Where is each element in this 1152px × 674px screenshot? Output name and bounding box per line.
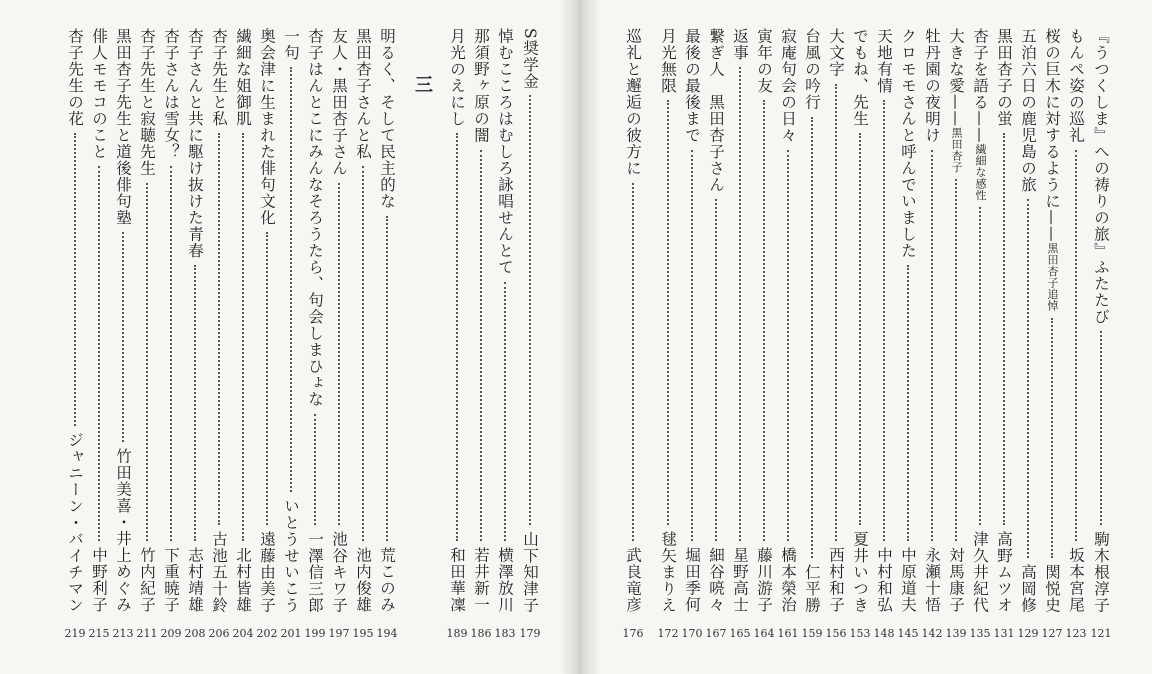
toc-entry	[993, 28, 1015, 613]
entry-author: 対馬康子	[947, 547, 965, 613]
entry-title: 牡丹園の夜明け	[923, 28, 941, 144]
entry-author: 夏井いつき	[851, 530, 869, 613]
entry-title	[945, 28, 967, 173]
entry-title: 繊細な姐御肌	[234, 28, 252, 127]
leader-dots	[386, 216, 388, 542]
toc-entry	[470, 28, 492, 613]
toc-entry	[753, 28, 775, 613]
entry-author: 藤川游子	[755, 547, 773, 613]
leader-dots	[74, 133, 76, 426]
leader-dots	[715, 199, 717, 541]
toc-entry	[681, 28, 703, 613]
page-number: 153	[849, 627, 871, 640]
toc-entry	[801, 28, 823, 613]
entry-author: 坂本宮尾	[1067, 547, 1085, 613]
toc-entry	[1065, 28, 1087, 613]
entry-author: いとうせいこう	[282, 497, 300, 613]
page-number: 179	[519, 627, 541, 640]
toc-entry	[945, 28, 967, 613]
page-number: 186	[470, 627, 492, 640]
entry-title	[969, 28, 991, 201]
toc-entry	[657, 28, 679, 613]
page-number: 161	[777, 627, 799, 640]
leader-dots	[290, 67, 292, 492]
leader-dots	[883, 100, 885, 541]
toc-entry	[969, 28, 991, 613]
leader-dots	[242, 133, 244, 541]
leader-dots	[314, 414, 316, 525]
entry-author: 星野高士	[731, 547, 749, 613]
toc-entry	[208, 28, 230, 613]
page-number: 195	[352, 627, 374, 640]
entry-title: 繋ぎ人 黒田杏子さん	[707, 28, 725, 193]
entry-author: 西村和子	[827, 547, 845, 613]
leader-dots	[170, 166, 172, 541]
toc-entry	[849, 28, 871, 613]
entry-title-main: 杏子を語る——	[971, 28, 989, 144]
page-number: 183	[494, 627, 516, 640]
entry-title-main: 大きな愛——	[947, 28, 965, 127]
leader-dots	[1100, 331, 1102, 525]
toc-entry	[494, 28, 516, 613]
page-number: 199	[304, 627, 326, 640]
entry-author: 高岡修	[1019, 563, 1037, 613]
entry-author: 下重暁子	[162, 547, 180, 613]
leader-dots	[739, 67, 741, 541]
entry-title: 杏子さんと共に駆け抜けた青春	[186, 28, 204, 259]
page-number: 202	[256, 627, 278, 640]
leader-dots	[338, 183, 340, 525]
entry-author: 和田華凜	[448, 547, 466, 613]
toc-entry	[160, 28, 182, 613]
toc-entry	[897, 28, 919, 613]
leader-dots	[787, 150, 789, 542]
page-number: 189	[446, 627, 468, 640]
page-number: 172	[657, 627, 679, 640]
leader-dots	[1003, 133, 1005, 525]
page-number: 164	[753, 627, 775, 640]
toc-entry	[328, 28, 350, 613]
entry-author: 関悦史	[1043, 563, 1061, 613]
entry-author: 古池五十鈴	[210, 530, 228, 613]
leader-dots	[504, 282, 506, 542]
section-number: 三	[412, 75, 433, 94]
page-number: 176	[622, 627, 644, 640]
page-number: 142	[921, 627, 943, 640]
entry-title: 奥会津に生まれた俳句文化	[258, 28, 276, 226]
entry-title: 明るく、そして民主的な	[378, 28, 396, 210]
entry-author: 志村靖雄	[186, 547, 204, 613]
page-number: 167	[705, 627, 727, 640]
entry-title: 杏子先生と寂聴先生	[138, 28, 156, 177]
page-number: 206	[208, 627, 230, 640]
toc-entry	[280, 28, 302, 613]
entry-author: 一澤信三郎	[306, 530, 324, 613]
leader-dots	[979, 207, 981, 525]
toc-entry	[232, 28, 254, 613]
entry-title: 友人・黒田杏子さん	[330, 28, 348, 177]
leader-dots	[667, 100, 669, 525]
entry-title: 悼むこころはむしろ詠唱せんとて	[496, 28, 514, 276]
leader-dots	[362, 166, 364, 541]
entry-author: 池谷キワ子	[330, 530, 348, 613]
entry-title: 返事	[731, 28, 749, 61]
leader-dots	[763, 100, 765, 541]
entry-title: 那須野ヶ原の闇	[472, 28, 490, 144]
entry-title: もんぺ姿の巡礼	[1067, 28, 1085, 144]
page-number: 219	[64, 627, 86, 640]
entry-title: 杏子はんとこにみんなそろうたら、句会しまひょな	[306, 28, 324, 408]
entry-author: 北村皆雄	[234, 547, 252, 613]
entry-title: 杏子先生と私	[210, 28, 228, 127]
page-number: 213	[112, 627, 134, 640]
leader-dots	[98, 166, 100, 541]
page-number: 148	[873, 627, 895, 640]
leader-dots	[456, 133, 458, 541]
entry-title: 杏子さんは雪女？	[162, 28, 180, 160]
leader-dots	[811, 117, 813, 558]
entry-author: 荒このみ	[378, 547, 396, 613]
leader-dots	[907, 265, 909, 541]
leader-dots	[691, 150, 693, 542]
entry-author: 中村和弘	[875, 547, 893, 613]
section-heading	[411, 75, 433, 94]
page-number: 135	[969, 627, 991, 640]
page-number: 129	[1017, 627, 1039, 640]
toc-entry	[352, 28, 374, 613]
entry-author: 高野ムツオ	[995, 530, 1013, 613]
entry-title: 『うつくしま』への祷りの旅』ふたたび	[1092, 28, 1110, 325]
entry-title: 最後の最後まで	[683, 28, 701, 144]
entry-author: 武良竜彦	[624, 547, 642, 613]
toc-entry	[705, 28, 727, 613]
page-number: 127	[1041, 627, 1063, 640]
entry-author: 駒木根淳子	[1092, 530, 1110, 613]
toc-entry	[921, 28, 943, 613]
leader-dots	[266, 232, 268, 525]
page-number: 194	[376, 627, 398, 640]
entry-author: 毬矢まりえ	[659, 530, 677, 613]
leader-dots	[480, 150, 482, 542]
page-number: 170	[681, 627, 703, 640]
entry-title: 寅年の友	[755, 28, 773, 94]
page-number: 156	[825, 627, 847, 640]
leader-dots	[218, 133, 220, 525]
toc-entry	[825, 28, 847, 613]
page-number: 208	[184, 627, 206, 640]
entry-author: 堀田季何	[683, 547, 701, 613]
entry-title: 寂庵句会の日々	[779, 28, 797, 144]
entry-author: 津久井紀代	[971, 530, 989, 613]
toc-entry	[777, 28, 799, 613]
toc-entry	[1041, 28, 1063, 613]
entry-author: 中原道夫	[899, 547, 917, 613]
page-number: 131	[993, 627, 1015, 640]
entry-author: 竹内紀子	[138, 547, 156, 613]
leader-dots	[194, 265, 196, 541]
entry-title: S奨学金	[521, 28, 539, 90]
leader-dots	[632, 183, 634, 542]
book-gutter	[560, 0, 600, 674]
entry-title: 杏子先生の花	[66, 28, 84, 127]
entry-author: ジャニーン・バイチマン	[66, 431, 84, 613]
entry-title: 五泊六日の鹿児島の旅	[1019, 28, 1037, 193]
entry-title: 台風の吟行	[803, 28, 821, 111]
entry-title: 巡礼と邂逅の彼方に	[624, 28, 642, 177]
entry-title: 黒田杏子さんと私	[354, 28, 372, 160]
page-number: 197	[328, 627, 350, 640]
toc-entry	[622, 28, 644, 613]
leader-dots	[1027, 199, 1029, 558]
entry-title: 一句	[282, 28, 300, 61]
entry-title: 俳人モモコのこと	[90, 28, 108, 160]
entry-author: 山下知津子	[521, 530, 539, 613]
toc-entry	[729, 28, 751, 613]
leader-dots	[859, 133, 861, 525]
entry-title: でもね、先生	[851, 28, 869, 127]
entry-author: 橋本榮治	[779, 547, 797, 613]
entry-title: 月光無限	[659, 28, 677, 94]
toc-entry	[1017, 28, 1039, 613]
entry-author: 遠藤由美子	[258, 530, 276, 613]
page-number: 201	[280, 627, 302, 640]
page-number: 209	[160, 627, 182, 640]
toc-entry	[88, 28, 110, 613]
leader-dots	[122, 232, 124, 442]
entry-title: 月光のえにし	[448, 28, 466, 127]
page-number: 139	[945, 627, 967, 640]
entry-subtitle: 黒田杏子	[950, 127, 963, 173]
entry-author: 若井新一	[472, 547, 490, 613]
entry-title: 大文字	[827, 28, 845, 78]
page-number: 159	[801, 627, 823, 640]
page-number: 123	[1065, 627, 1087, 640]
entry-author: 仁平勝	[803, 563, 821, 613]
toc-entry	[256, 28, 278, 613]
entry-title: クロモモさんと呼んでいました	[899, 28, 917, 259]
toc-entry	[1090, 28, 1112, 613]
page-number: 215	[88, 627, 110, 640]
entry-subtitle: 黒田杏子追悼	[1046, 242, 1059, 312]
leader-dots	[1051, 318, 1053, 558]
page-number: 165	[729, 627, 751, 640]
leader-dots	[146, 183, 148, 542]
toc-entry	[304, 28, 326, 613]
toc-entry	[136, 28, 158, 613]
entry-author: 池内俊雄	[354, 547, 372, 613]
leader-dots	[835, 84, 837, 542]
page-number: 121	[1090, 627, 1112, 640]
entry-title-main: 桜の巨木に対するように——	[1043, 28, 1061, 243]
entry-subtitle: 繊細な感性	[974, 143, 987, 201]
entry-author: 細谷喨々	[707, 547, 725, 613]
entry-author: 中野利子	[90, 547, 108, 613]
page-number: 145	[897, 627, 919, 640]
entry-author: 竹田美喜・井上めぐみ	[114, 448, 132, 613]
toc-entry	[64, 28, 86, 613]
entry-author: 永瀬十悟	[923, 547, 941, 613]
toc-entry	[446, 28, 468, 613]
entry-title: 黒田杏子先生と道後俳句塾	[114, 28, 132, 226]
toc-entry	[184, 28, 206, 613]
leader-dots	[529, 95, 531, 524]
entry-title	[1041, 28, 1063, 312]
leader-dots	[1075, 150, 1077, 542]
toc-entry	[376, 28, 398, 613]
toc-entry	[873, 28, 895, 613]
entry-title: 黒田杏子の蛍	[995, 28, 1013, 127]
toc-entry	[112, 28, 134, 613]
leader-dots	[931, 150, 933, 542]
leader-dots	[955, 179, 957, 541]
page-number: 211	[136, 627, 158, 640]
toc-entry	[519, 28, 541, 613]
entry-title: 天地有情	[875, 28, 893, 94]
page-number: 204	[232, 627, 254, 640]
entry-author: 横澤放川	[496, 547, 514, 613]
